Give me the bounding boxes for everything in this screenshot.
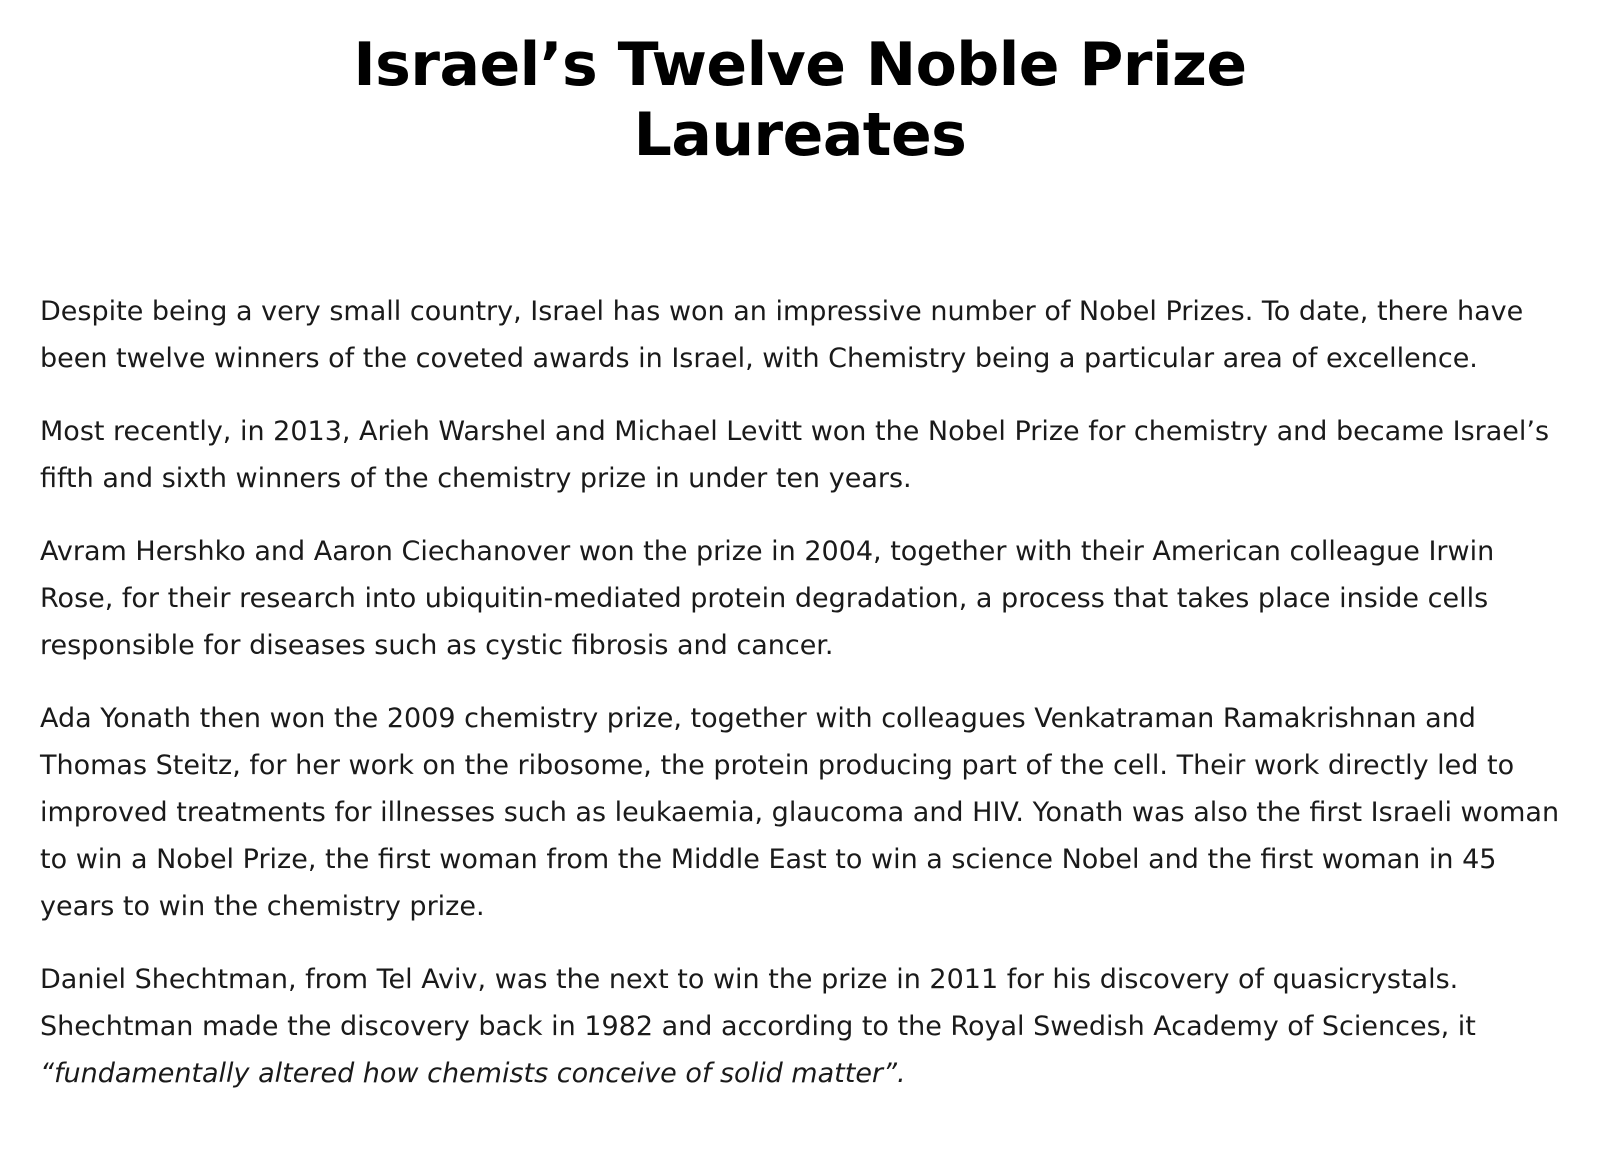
article-title-line-2: Laureates	[633, 100, 967, 170]
paragraph-2013-winners: Most recently, in 2013, Arieh Warshel and Michael Levitt won the Nobel Prize for chemistry and became Israel’s fifth and sixth winners of the chemistry prize in under ten years.	[40, 416, 1550, 494]
paragraph-2011-text: Daniel Shechtman, from Tel Aviv, was the next to win the prize in 2011 for his discovery of quasicrystals. Shechtman made the discovery back in 1982 and according to the Royal Swedish Academy of Sciences, it	[40, 964, 1476, 1042]
paragraph-2009-winner: Ada Yonath then won the 2009 chemistry prize, together with colleagues Venkatraman Ramakrishnan and Thomas Steitz, for her work on the ribosome, the protein producing part of the cell. Their work directly led to improved treatments for illnesses such as leukaemia, glaucoma and HIV. Yonath was also the first Israeli woman to win a Nobel Prize, the first woman from the Middle East to win a science Nobel and the first woman in 45 years to win the chemistry prize.	[40, 703, 1560, 922]
article-body	[40, 288, 1560, 1097]
article-title-line-1: Israel’s Twelve Noble Prize	[353, 30, 1247, 100]
paragraph-intro: Despite being a very small country, Israel has won an impressive number of Nobel Prizes. To date, there have been twelve winners of the coveted awards in Israel, with Chemistry being a particular area of excellence.	[40, 296, 1524, 374]
academy-quote: “fundamentally altered how chemists conceive of solid matter”.	[40, 1058, 906, 1089]
paragraph-2004-winners: Avram Hershko and Aaron Ciechanover won the prize in 2004, together with their American colleague Irwin Rose, for their research into ubiquitin-mediated protein degradation, a process that takes place inside cells responsible for diseases such as cystic fibrosis and cancer.	[40, 536, 1495, 661]
paragraph-2011-winner	[40, 956, 1560, 1097]
article-title	[40, 0, 1560, 170]
